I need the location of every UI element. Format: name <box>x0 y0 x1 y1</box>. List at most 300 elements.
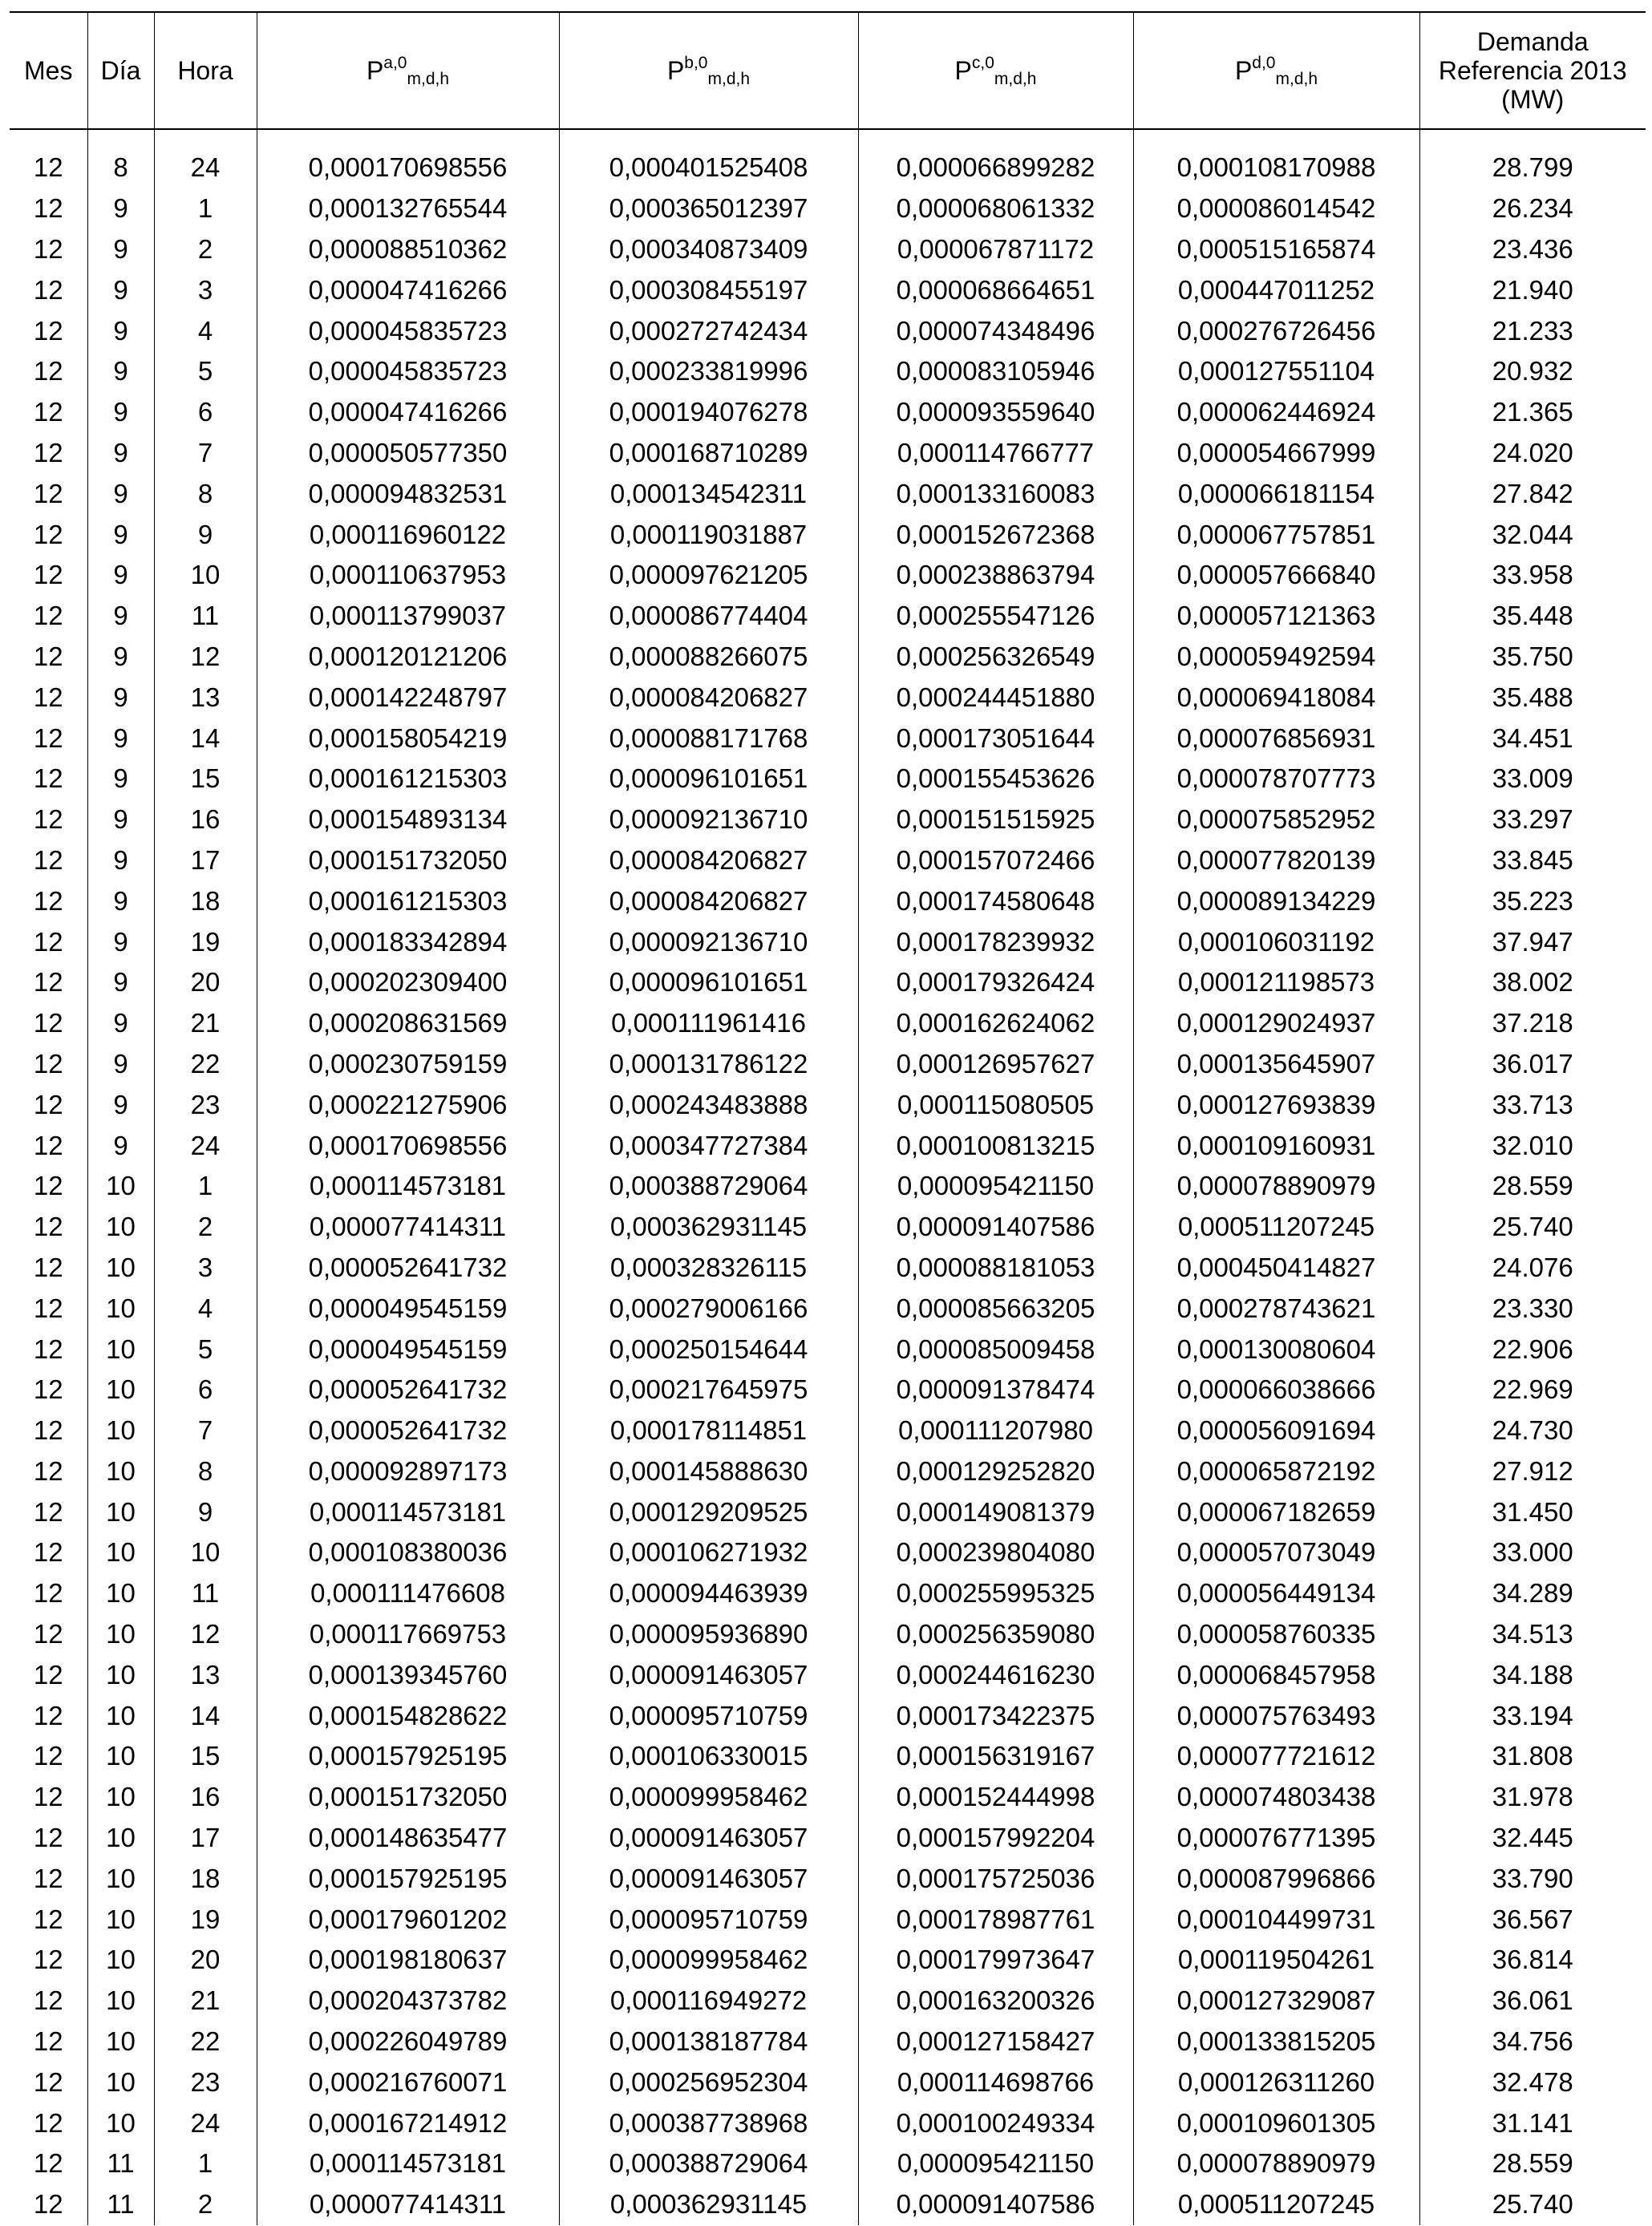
table-row <box>10 637 1646 678</box>
cell-pc: 0,000163200326 <box>858 1981 1133 2022</box>
cell-dia: 10 <box>87 1491 154 1532</box>
cell-mes: 12 <box>10 1573 87 1614</box>
cell-demanda: 31.808 <box>1419 1736 1646 1777</box>
cell-pd: 0,000076771395 <box>1133 1818 1419 1859</box>
cell-mes: 12 <box>10 1940 87 1981</box>
cell-dia: 9 <box>87 188 154 229</box>
cell-hora: 2 <box>154 1207 257 1248</box>
cell-pd: 0,000067182659 <box>1133 1491 1419 1532</box>
cell-pa: 0,000077414311 <box>257 2184 559 2225</box>
cell-hora: 10 <box>154 555 257 596</box>
cell-pb: 0,000116949272 <box>559 1981 858 2022</box>
cell-pa: 0,000052641732 <box>257 1410 559 1451</box>
cell-pd: 0,000078890979 <box>1133 2143 1419 2184</box>
cell-hora: 4 <box>154 1288 257 1329</box>
cell-hora: 1 <box>154 188 257 229</box>
cell-demanda: 32.010 <box>1419 1125 1646 1166</box>
cell-dia: 10 <box>87 1614 154 1655</box>
table-row <box>10 1777 1646 1818</box>
cell-mes: 12 <box>10 1654 87 1695</box>
cell-pc: 0,000173422375 <box>858 1695 1133 1736</box>
cell-dia: 9 <box>87 351 154 392</box>
pc-base: P <box>954 56 972 85</box>
cell-dia: 9 <box>87 637 154 678</box>
data-table <box>10 11 1646 2225</box>
cell-demanda: 37.947 <box>1419 921 1646 962</box>
table-row <box>10 1818 1646 1859</box>
cell-pa: 0,000132765544 <box>257 188 559 229</box>
cell-dia: 10 <box>87 1858 154 1899</box>
cell-demanda: 36.567 <box>1419 1899 1646 1940</box>
cell-pd: 0,000515165874 <box>1133 229 1419 270</box>
cell-pc: 0,000152672368 <box>858 514 1133 555</box>
table-row <box>10 1329 1646 1370</box>
cell-demanda: 34.188 <box>1419 1654 1646 1695</box>
cell-mes: 12 <box>10 1491 87 1532</box>
cell-pa: 0,000198180637 <box>257 1940 559 1981</box>
cell-pb: 0,000388729064 <box>559 2143 858 2184</box>
cell-demanda: 34.289 <box>1419 1573 1646 1614</box>
cell-hora: 10 <box>154 1532 257 1573</box>
cell-hora: 7 <box>154 1410 257 1451</box>
cell-pb: 0,000086774404 <box>559 596 858 637</box>
cell-pd: 0,000126311260 <box>1133 2062 1419 2103</box>
cell-demanda: 34.756 <box>1419 2022 1646 2062</box>
cell-mes: 12 <box>10 1695 87 1736</box>
cell-pd: 0,000087996866 <box>1133 1858 1419 1899</box>
cell-pb: 0,000095936890 <box>559 1614 858 1655</box>
pc-sup: c,0 <box>971 54 994 72</box>
cell-pc: 0,000091407586 <box>858 2184 1133 2225</box>
cell-pd: 0,000076856931 <box>1133 718 1419 759</box>
cell-dia: 9 <box>87 962 154 1003</box>
pa-sub: m,d,h <box>407 70 450 88</box>
cell-mes: 12 <box>10 1248 87 1289</box>
cell-hora: 9 <box>154 514 257 555</box>
cell-demanda: 37.218 <box>1419 1003 1646 1044</box>
table-body <box>10 129 1646 2225</box>
cell-pa: 0,000170698556 <box>257 1125 559 1166</box>
cell-pb: 0,000096101651 <box>559 759 858 799</box>
table-row <box>10 1940 1646 1981</box>
cell-pd: 0,000057666840 <box>1133 555 1419 596</box>
cell-demanda: 24.730 <box>1419 1410 1646 1451</box>
cell-mes: 12 <box>10 433 87 474</box>
cell-pa: 0,000161215303 <box>257 759 559 799</box>
cell-hora: 13 <box>154 677 257 718</box>
cell-mes: 12 <box>10 2022 87 2062</box>
cell-hora: 2 <box>154 229 257 270</box>
table-row <box>10 880 1646 921</box>
cell-dia: 9 <box>87 514 154 555</box>
cell-dia: 9 <box>87 473 154 514</box>
cell-mes: 12 <box>10 1044 87 1085</box>
table-row <box>10 1614 1646 1655</box>
cell-pc: 0,000256326549 <box>858 637 1133 678</box>
cell-pb: 0,000168710289 <box>559 433 858 474</box>
cell-mes: 12 <box>10 351 87 392</box>
cell-pb: 0,000106271932 <box>559 1532 858 1573</box>
pd-base: P <box>1234 56 1253 85</box>
cell-pb: 0,000084206827 <box>559 880 858 921</box>
cell-hora: 16 <box>154 799 257 840</box>
cell-mes: 12 <box>10 1207 87 1248</box>
cell-pb: 0,000095710759 <box>559 1695 858 1736</box>
cell-demanda: 35.750 <box>1419 637 1646 678</box>
table-row <box>10 1573 1646 1614</box>
table-row <box>10 1654 1646 1695</box>
cell-hora: 17 <box>154 1818 257 1859</box>
cell-pa: 0,000088510362 <box>257 229 559 270</box>
cell-hora: 21 <box>154 1003 257 1044</box>
cell-mes: 12 <box>10 1166 87 1207</box>
cell-pd: 0,000056449134 <box>1133 1573 1419 1614</box>
cell-pa: 0,000092897173 <box>257 1451 559 1492</box>
cell-demanda: 35.223 <box>1419 880 1646 921</box>
table-row <box>10 759 1646 799</box>
cell-pb: 0,000256952304 <box>559 2062 858 2103</box>
cell-mes: 12 <box>10 2143 87 2184</box>
cell-dia: 9 <box>87 921 154 962</box>
cell-pd: 0,000059492594 <box>1133 637 1419 678</box>
cell-demanda: 26.234 <box>1419 188 1646 229</box>
cell-dia: 9 <box>87 677 154 718</box>
cell-pa: 0,000052641732 <box>257 1248 559 1289</box>
cell-pb: 0,000099958462 <box>559 1777 858 1818</box>
cell-pd: 0,000077820139 <box>1133 840 1419 881</box>
cell-dia: 9 <box>87 596 154 637</box>
cell-demanda: 36.017 <box>1419 1044 1646 1085</box>
col-header-dia: Día <box>87 12 154 129</box>
pd-sup: d,0 <box>1252 54 1276 72</box>
cell-pd: 0,000129024937 <box>1133 1003 1419 1044</box>
cell-pd: 0,000054667999 <box>1133 433 1419 474</box>
cell-pb: 0,000092136710 <box>559 921 858 962</box>
cell-demanda: 22.906 <box>1419 1329 1646 1370</box>
cell-pd: 0,000086014542 <box>1133 188 1419 229</box>
table-row <box>10 596 1646 637</box>
cell-demanda: 33.297 <box>1419 799 1646 840</box>
cell-pd: 0,000089134229 <box>1133 880 1419 921</box>
cell-demanda: 28.559 <box>1419 2143 1646 2184</box>
table-row <box>10 718 1646 759</box>
cell-pb: 0,000233819996 <box>559 351 858 392</box>
cell-demanda: 35.488 <box>1419 677 1646 718</box>
cell-pc: 0,000114698766 <box>858 2062 1133 2103</box>
cell-mes: 12 <box>10 1329 87 1370</box>
cell-pb: 0,000111961416 <box>559 1003 858 1044</box>
cell-hora: 1 <box>154 1166 257 1207</box>
cell-hora: 2 <box>154 2184 257 2225</box>
cell-pd: 0,000067757851 <box>1133 514 1419 555</box>
cell-pc: 0,000255995325 <box>858 1573 1133 1614</box>
cell-pc: 0,000152444998 <box>858 1777 1133 1818</box>
cell-demanda: 27.842 <box>1419 473 1646 514</box>
cell-pc: 0,000083105946 <box>858 351 1133 392</box>
cell-pa: 0,000045835723 <box>257 351 559 392</box>
cell-dia: 9 <box>87 269 154 310</box>
table-row <box>10 799 1646 840</box>
table-row <box>10 392 1646 433</box>
table-row <box>10 1491 1646 1532</box>
cell-hora: 19 <box>154 921 257 962</box>
cell-pa: 0,000148635477 <box>257 1818 559 1859</box>
cell-pc: 0,000239804080 <box>858 1532 1133 1573</box>
cell-pa: 0,000052641732 <box>257 1370 559 1410</box>
cell-pb: 0,000088171768 <box>559 718 858 759</box>
cell-mes: 12 <box>10 2184 87 2225</box>
cell-pa: 0,000113799037 <box>257 596 559 637</box>
cell-dia: 11 <box>87 2184 154 2225</box>
cell-dia: 9 <box>87 799 154 840</box>
cell-dia: 10 <box>87 1654 154 1695</box>
cell-pb: 0,000347727384 <box>559 1125 858 1166</box>
table-row <box>10 1166 1646 1207</box>
cell-pb: 0,000243483888 <box>559 1084 858 1125</box>
cell-dia: 10 <box>87 1695 154 1736</box>
cell-hora: 11 <box>154 1573 257 1614</box>
cell-dia: 10 <box>87 1288 154 1329</box>
table-row <box>10 1207 1646 1248</box>
cell-hora: 6 <box>154 1370 257 1410</box>
table-row <box>10 1288 1646 1329</box>
cell-pd: 0,000104499731 <box>1133 1899 1419 1940</box>
cell-pa: 0,000117669753 <box>257 1614 559 1655</box>
table-row <box>10 2184 1646 2225</box>
table-row <box>10 1736 1646 1777</box>
cell-demanda: 25.740 <box>1419 2184 1646 2225</box>
cell-hora: 14 <box>154 718 257 759</box>
col-header-pd <box>1133 12 1419 129</box>
cell-pb: 0,000091463057 <box>559 1858 858 1899</box>
cell-hora: 15 <box>154 1736 257 1777</box>
cell-demanda: 21.365 <box>1419 392 1646 433</box>
cell-pb: 0,000194076278 <box>559 392 858 433</box>
cell-hora: 9 <box>154 1491 257 1532</box>
table-row <box>10 1125 1646 1166</box>
cell-hora: 5 <box>154 351 257 392</box>
cell-demanda: 34.451 <box>1419 718 1646 759</box>
cell-hora: 4 <box>154 310 257 351</box>
cell-pa: 0,000108380036 <box>257 1532 559 1573</box>
cell-pb: 0,000178114851 <box>559 1410 858 1451</box>
cell-demanda: 33.194 <box>1419 1695 1646 1736</box>
cell-demanda: 32.478 <box>1419 2062 1646 2103</box>
cell-pd: 0,000447011252 <box>1133 269 1419 310</box>
cell-dia: 9 <box>87 392 154 433</box>
cell-dia: 10 <box>87 1736 154 1777</box>
cell-hora: 22 <box>154 2022 257 2062</box>
cell-pb: 0,000138187784 <box>559 2022 858 2062</box>
cell-hora: 13 <box>154 1654 257 1695</box>
cell-pb: 0,000365012397 <box>559 188 858 229</box>
header-spacer-row <box>10 129 1646 148</box>
cell-demanda: 24.076 <box>1419 1248 1646 1289</box>
cell-mes: 12 <box>10 1614 87 1655</box>
cell-mes: 12 <box>10 921 87 962</box>
cell-mes: 12 <box>10 392 87 433</box>
cell-pc: 0,000175725036 <box>858 1858 1133 1899</box>
cell-pc: 0,000068061332 <box>858 188 1133 229</box>
cell-dia: 10 <box>87 1370 154 1410</box>
table-row <box>10 473 1646 514</box>
cell-pb: 0,000308455197 <box>559 269 858 310</box>
cell-dia: 10 <box>87 1207 154 1248</box>
cell-hora: 16 <box>154 1777 257 1818</box>
table-row <box>10 188 1646 229</box>
cell-pd: 0,000074803438 <box>1133 1777 1419 1818</box>
cell-demanda: 36.061 <box>1419 1981 1646 2022</box>
cell-pd: 0,000450414827 <box>1133 1248 1419 1289</box>
cell-hora: 11 <box>154 596 257 637</box>
cell-pc: 0,000255547126 <box>858 596 1133 637</box>
col-header-pc <box>858 12 1133 129</box>
cell-demanda: 24.020 <box>1419 433 1646 474</box>
cell-pc: 0,000095421150 <box>858 2143 1133 2184</box>
cell-pd: 0,000121198573 <box>1133 962 1419 1003</box>
cell-mes: 12 <box>10 718 87 759</box>
cell-hora: 22 <box>154 1044 257 1085</box>
table-row <box>10 840 1646 881</box>
cell-demanda: 31.450 <box>1419 1491 1646 1532</box>
cell-mes: 12 <box>10 269 87 310</box>
cell-dia: 10 <box>87 2062 154 2103</box>
cell-pc: 0,000238863794 <box>858 555 1133 596</box>
cell-demanda: 33.790 <box>1419 1858 1646 1899</box>
cell-pb: 0,000250154644 <box>559 1329 858 1370</box>
page <box>10 11 1646 2225</box>
demanda-line3: (MW) <box>1501 85 1565 114</box>
cell-dia: 9 <box>87 1084 154 1125</box>
cell-pc: 0,000093559640 <box>858 392 1133 433</box>
table-row <box>10 962 1646 1003</box>
cell-dia: 9 <box>87 1125 154 1166</box>
cell-pa: 0,000047416266 <box>257 269 559 310</box>
cell-pb: 0,000134542311 <box>559 473 858 514</box>
cell-dia: 10 <box>87 1981 154 2022</box>
cell-pd: 0,000075852952 <box>1133 799 1419 840</box>
cell-mes: 12 <box>10 2103 87 2143</box>
cell-pd: 0,000056091694 <box>1133 1410 1419 1451</box>
cell-pb: 0,000387738968 <box>559 2103 858 2143</box>
cell-pc: 0,000156319167 <box>858 1736 1133 1777</box>
cell-pc: 0,000173051644 <box>858 718 1133 759</box>
cell-pb: 0,000095710759 <box>559 1899 858 1940</box>
cell-pb: 0,000092136710 <box>559 799 858 840</box>
table-row <box>10 1370 1646 1410</box>
table-row <box>10 229 1646 270</box>
table-row <box>10 1410 1646 1451</box>
cell-hora: 15 <box>154 759 257 799</box>
cell-mes: 12 <box>10 1003 87 1044</box>
cell-pc: 0,000179326424 <box>858 962 1133 1003</box>
cell-demanda: 21.940 <box>1419 269 1646 310</box>
cell-dia: 9 <box>87 880 154 921</box>
cell-pb: 0,000119031887 <box>559 514 858 555</box>
cell-dia: 10 <box>87 1940 154 1981</box>
cell-dia: 11 <box>87 2143 154 2184</box>
table-row <box>10 921 1646 962</box>
table-row <box>10 269 1646 310</box>
table-row <box>10 1003 1646 1044</box>
cell-hora: 3 <box>154 1248 257 1289</box>
cell-pc: 0,000157072466 <box>858 840 1133 881</box>
cell-pd: 0,000511207245 <box>1133 1207 1419 1248</box>
cell-pb: 0,000328326115 <box>559 1248 858 1289</box>
table-row <box>10 1858 1646 1899</box>
cell-pd: 0,000066181154 <box>1133 473 1419 514</box>
col-header-mes: Mes <box>10 12 87 129</box>
cell-pa: 0,000226049789 <box>257 2022 559 2062</box>
cell-pa: 0,000230759159 <box>257 1044 559 1085</box>
cell-hora: 12 <box>154 1614 257 1655</box>
cell-pd: 0,000127693839 <box>1133 1084 1419 1125</box>
cell-dia: 9 <box>87 310 154 351</box>
cell-pd: 0,000109160931 <box>1133 1125 1419 1166</box>
cell-pb: 0,000145888630 <box>559 1451 858 1492</box>
cell-pc: 0,000085663205 <box>858 1288 1133 1329</box>
cell-dia: 9 <box>87 433 154 474</box>
cell-pd: 0,000078707773 <box>1133 759 1419 799</box>
cell-mes: 12 <box>10 637 87 678</box>
cell-pd: 0,000127329087 <box>1133 1981 1419 2022</box>
cell-hora: 20 <box>154 1940 257 1981</box>
cell-dia: 9 <box>87 1003 154 1044</box>
cell-hora: 3 <box>154 269 257 310</box>
table-row <box>10 1248 1646 1289</box>
cell-pc: 0,000178987761 <box>858 1899 1133 1940</box>
cell-pc: 0,000085009458 <box>858 1329 1133 1370</box>
cell-demanda: 21.233 <box>1419 310 1646 351</box>
cell-pc: 0,000244616230 <box>858 1654 1133 1695</box>
cell-pa: 0,000047416266 <box>257 392 559 433</box>
table-row <box>10 1084 1646 1125</box>
cell-pd: 0,000062446924 <box>1133 392 1419 433</box>
cell-demanda: 22.969 <box>1419 1370 1646 1410</box>
cell-pb: 0,000094463939 <box>559 1573 858 1614</box>
cell-dia: 10 <box>87 1899 154 1940</box>
cell-mes: 12 <box>10 1451 87 1492</box>
cell-pb: 0,000340873409 <box>559 229 858 270</box>
table-row <box>10 2022 1646 2062</box>
cell-pa: 0,000110637953 <box>257 555 559 596</box>
cell-pd: 0,000127551104 <box>1133 351 1419 392</box>
cell-pc: 0,000155453626 <box>858 759 1133 799</box>
table-row <box>10 1044 1646 1085</box>
cell-pc: 0,000091378474 <box>858 1370 1133 1410</box>
cell-dia: 8 <box>87 148 154 188</box>
cell-mes: 12 <box>10 1125 87 1166</box>
cell-dia: 9 <box>87 759 154 799</box>
table-row <box>10 433 1646 474</box>
cell-demanda: 33.713 <box>1419 1084 1646 1125</box>
table-row <box>10 351 1646 392</box>
table-row <box>10 310 1646 351</box>
cell-demanda: 32.044 <box>1419 514 1646 555</box>
cell-pa: 0,000183342894 <box>257 921 559 962</box>
cell-demanda: 35.448 <box>1419 596 1646 637</box>
table-row <box>10 1451 1646 1492</box>
cell-pc: 0,000095421150 <box>858 1166 1133 1207</box>
cell-pd: 0,000119504261 <box>1133 1940 1419 1981</box>
cell-pa: 0,000216760071 <box>257 2062 559 2103</box>
col-header-pb <box>559 12 858 129</box>
cell-pc: 0,000178239932 <box>858 921 1133 962</box>
cell-pa: 0,000157925195 <box>257 1736 559 1777</box>
cell-pd: 0,000069418084 <box>1133 677 1419 718</box>
pb-base: P <box>666 56 685 85</box>
cell-demanda: 20.932 <box>1419 351 1646 392</box>
